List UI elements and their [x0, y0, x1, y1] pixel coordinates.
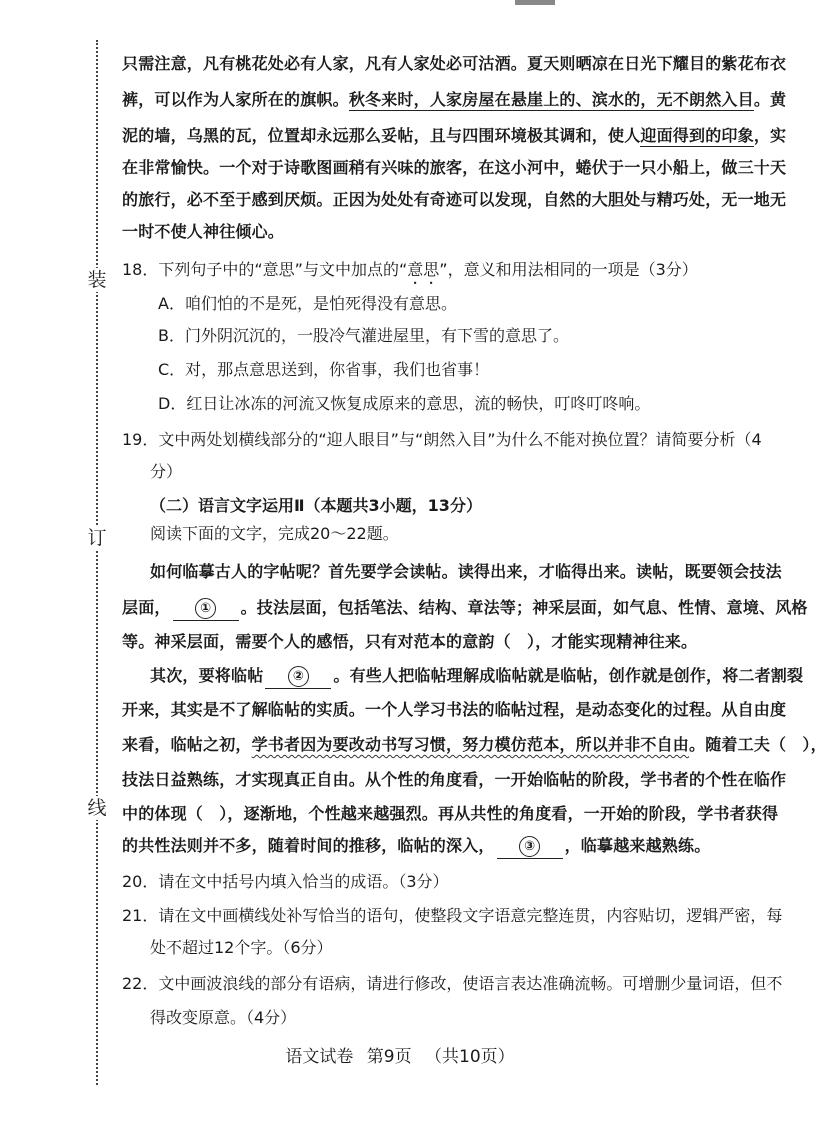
question-19-line: 19．文中两处划横线部分的“迎人眼目”与“朗然入目”为什么不能对换位置？请简要分析（4 — [122, 430, 762, 449]
footer-total: （共10页） — [425, 1047, 515, 1067]
question-21-line: 21．请在文中画横线处补写恰当的语句，使整段文字语意完整连贯，内容贴切，逻辑严密，每 — [122, 906, 783, 925]
passage-line: 裤，可以作为人家所在的旗帜。秋冬来时，人家房屋在悬崖上的、滨水的，无不朗然入目。黄 — [122, 90, 787, 109]
question-21-line: 处不超过12个字。（6分） — [150, 938, 333, 957]
dotted-word: “意思” — [398, 260, 448, 279]
blank-3: ③ — [497, 834, 563, 859]
scan-mark — [515, 0, 555, 5]
question-22-line: 22．文中画波浪线的部分有语病，请进行修改，使语言表达准确流畅。可增删少量词语，但不 — [122, 974, 783, 993]
passage2-line: 中的体现（ ），逐渐地，个性越来越强烈。再从共性的角度看，一开始的阶段，学书者获得 — [122, 804, 779, 823]
passage-line: 的旅行，必不至于感到厌烦。正因为处处有奇迹可以发现，自然的大胆处与精巧处，无一地无 — [122, 190, 787, 209]
question-19-line: 分） — [150, 462, 183, 481]
footer-page: 第9页 — [366, 1047, 412, 1067]
wavy-underlined-sentence: 学书者因为要改动书写习惯，努力模仿范本，所以并非不自由 — [251, 735, 690, 754]
section-intro: 阅读下面的文字，完成20～22题。 — [150, 524, 399, 543]
passage2-line: 等。神采层面，需要个人的感悟，只有对范本的意韵（ ），才能实现精神往来。 — [122, 632, 698, 651]
passage2-line: 的共性法则并不多，随着时间的推移，临帖的深入， ③ ，临摹越来越熟练。 — [122, 834, 772, 859]
blank-2: ② — [265, 664, 331, 689]
binding-char-ding: 订 — [83, 526, 111, 550]
passage2-line: 开来，其实是不了解临帖的实质。一个人学习书法的临帖过程，是动态变化的过程。从自由度 — [122, 700, 787, 719]
question-18-stem: 18．下列句子中的“意思”与文中加点的“意思”，意义和用法相同的一项是（3分） — [122, 260, 698, 279]
passage-line: 泥的墙，乌黑的瓦，位置却永远那么妥帖，且与四围环境极其调和，使人迎面得到的印象，实 — [122, 126, 787, 145]
passage-line: 在非常愉快。一个对于诗歌图画稍有兴味的旅客，在这小河中，蜷伏于一只小船上，做三十天 — [122, 158, 787, 177]
passage2-line: 技法日益熟练，才实现真正自由。从个性的角度看，一开始临帖的阶段，学书者的个性在临作 — [122, 770, 787, 789]
passage2-line: 如何临摹古人的字帖呢？首先要学会读帖。读得出来，才临得出来。读帖，既要领会技法 — [150, 562, 782, 581]
binding-char-zhuang: 装 — [83, 268, 111, 292]
binding-line — [96, 40, 98, 1085]
section-title: （二）语言文字运用Ⅱ（本题共3小题，13分） — [150, 496, 482, 515]
passage2-line: 来看，临帖之初，学书者因为要改动书写习惯，努力模仿范本，所以并非不自由。随着工夫（ ）， — [122, 735, 827, 754]
question-18-option-d: D．红日让冰冻的河流又恢复成原来的意思，流的畅快，叮咚叮咚响。 — [158, 394, 651, 413]
question-18-option-c: C．对，那点意思送到，你省事，我们也省事！ — [158, 360, 490, 379]
question-18-option-a: A．咱们怕的不是死，是怕死得没有意思。 — [158, 294, 457, 313]
passage2-line: 层面， ① 。技法层面，包括笔法、结构、章法等；神采层面，如气息、性情、意境、风格 — [122, 596, 772, 621]
question-22-line: 得改变原意。（4分） — [150, 1008, 297, 1027]
page-footer — [0, 1045, 800, 1069]
binding-char-xian: 线 — [83, 796, 111, 820]
underlined-phrase: 迎面得到的印象 — [640, 126, 754, 145]
blank-1: ① — [173, 596, 239, 621]
question-18-option-b: B．门外阴沉沉的，一股冷气灌进屋里，有下雪的意思了。 — [158, 326, 569, 345]
passage-line: 只需注意，凡有桃花处必有人家，凡有人家处必可沽酒。夏天则晒凉在日光下耀目的紫花布衣 — [122, 54, 787, 73]
passage-line: 一时不使人神往倾心。 — [122, 222, 285, 241]
passage2-line: 其次，要将临帖 ② 。有些人把临帖理解成临帖就是临帖，创作就是创作，将二者割裂 — [150, 664, 770, 689]
question-20: 20．请在文中括号内填入恰当的成语。（3分） — [122, 872, 449, 891]
footer-subject: 语文试卷 — [285, 1047, 354, 1067]
underlined-phrase: 秋冬来时，人家房屋在悬崖上的、滨水的，无不朗然入目 — [348, 90, 754, 109]
